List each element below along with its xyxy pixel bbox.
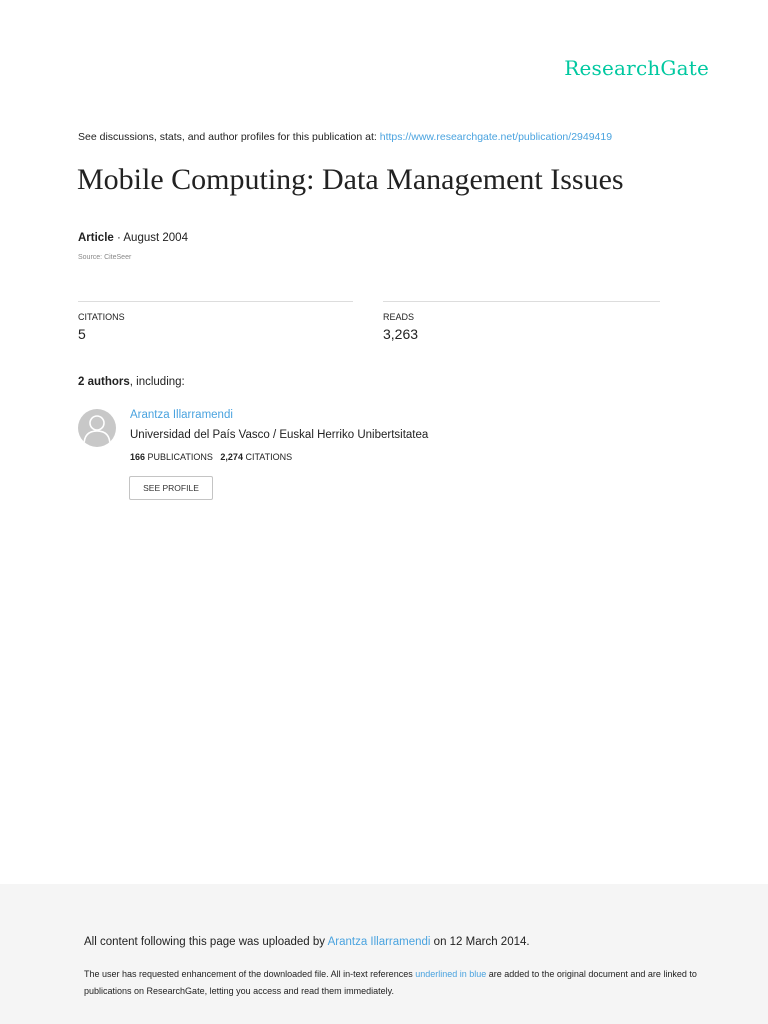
upload-suffix: on 12 March 2014.: [430, 936, 530, 948]
upload-prefix: All content following this page was uploaded by: [84, 936, 328, 948]
author-stats: [130, 452, 292, 462]
reads-label: READS: [383, 312, 415, 322]
publication-link[interactable]: https://www.researchgate.net/publication/2949419: [379, 131, 613, 143]
discussion-text: See discussions, stats, and author profiles for this publication at:: [78, 131, 380, 143]
citations-value: 5: [78, 326, 86, 342]
authors-suffix: , including:: [129, 376, 185, 388]
publication-title: Mobile Computing: Data Management Issues: [77, 163, 624, 196]
author-citations-count: 2,274: [220, 452, 243, 462]
authors-heading: [78, 376, 185, 388]
note-text-2: are added to the original document and are linked to publications on ResearchGate, letting you access and read them immediately.: [84, 969, 697, 996]
researchgate-logo[interactable]: ResearchGate: [564, 56, 709, 80]
note-text-1: The user has requested enhancement of the downloaded file. All in-text references: [84, 969, 416, 979]
uploader-link[interactable]: Arantza Illarramendi: [327, 936, 431, 948]
citations-stat: [78, 301, 353, 342]
article-meta: [78, 232, 188, 244]
authors-count: 2 authors: [78, 376, 130, 388]
author-citations-label: CITATIONS: [245, 452, 293, 462]
author-publications-label: PUBLICATIONS: [147, 452, 213, 462]
avatar[interactable]: [78, 409, 116, 447]
publication-type: Article: [78, 232, 114, 244]
see-profile-button[interactable]: SEE PROFILE: [129, 476, 213, 500]
enhancement-note: [84, 966, 724, 999]
author-institution: Universidad del País Vasco / Euskal Herriko Unibertsitatea: [130, 429, 429, 441]
publication-date: · August 2004: [113, 232, 188, 244]
footer: [0, 884, 768, 1024]
upload-info: [84, 936, 530, 948]
reads-stat: [383, 301, 660, 342]
reads-value: 3,263: [383, 326, 419, 342]
publication-source: Source: CiteSeer: [78, 254, 132, 261]
note-link: underlined in blue: [415, 969, 487, 979]
author-name-link[interactable]: Arantza Illarramendi: [130, 409, 233, 421]
discussion-line: [78, 131, 612, 143]
author-publications-count: 166: [130, 452, 146, 462]
user-silhouette-icon: [78, 409, 116, 447]
citations-label: CITATIONS: [78, 312, 125, 322]
